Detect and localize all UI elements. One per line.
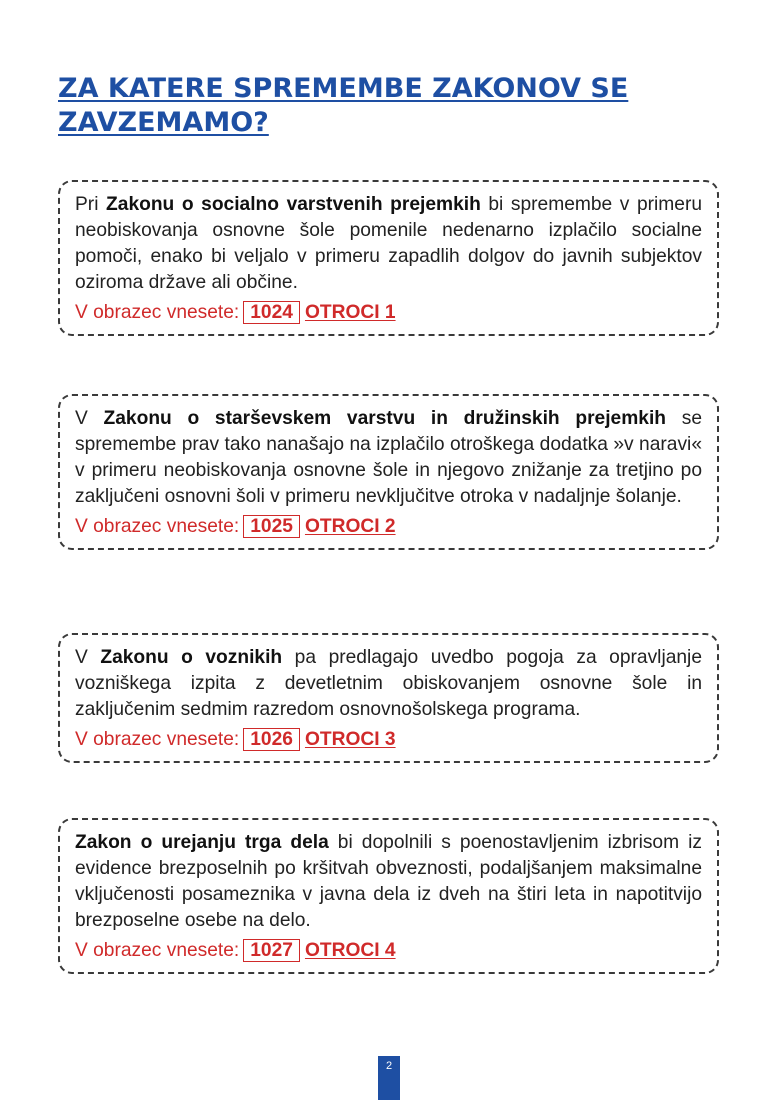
form-label: V obrazec vnesete: <box>75 516 240 537</box>
form-instruction <box>75 300 702 326</box>
card-text <box>75 645 702 723</box>
card-text <box>75 406 702 510</box>
page-title: ZA KATERE SPREMEMBE ZAKONOV SE ZAVZEMAMO? <box>58 73 629 138</box>
form-code-box: 1024 <box>243 301 300 324</box>
form-label: V obrazec vnesete: <box>75 729 240 750</box>
form-label: V obrazec vnesete: <box>75 940 240 961</box>
text-prefix: V <box>75 408 104 429</box>
form-keyword-link[interactable]: OTROCI 4 <box>304 940 396 961</box>
text-body: bi spremembe v primeru neobiskovanja osnovne šole pomenile nedenarno izplačilo socialne pomoči, enako bi veljalo v primeru zapadlih dolgov do javnih subjektov oziroma države ali občine. <box>75 194 703 293</box>
law-name: Zakonu o socialno varstvenih prejemkih <box>106 194 481 215</box>
form-code-box: 1026 <box>243 728 300 751</box>
text-body: se spremembe prav tako nanašajo na izplačilo otroškega dodatka »v naravi« v primeru neobiskovanja osnovne šole in njegovo znižanje za tretjino po zaključeni osnovni šoli v primeru nevključitve otroka v nadaljnje šolanje. <box>75 408 702 507</box>
text-body: bi dopolnili s poenostavljenim izbrisom iz evidence brezposelnih po kršitvah obveznosti, podaljšanjem maksimalne vključenosti posameznika v javna dela iz dveh na štiri leta in napotitvijo brezposelne osebe na delo. <box>75 832 702 931</box>
law-name: Zakonu o starševskem varstvu in družinskih prejemkih <box>103 408 666 429</box>
card-text <box>75 192 702 296</box>
card-text <box>75 830 702 934</box>
text-body: pa predlagajo uvedbo pogoja za opravljanje vozniškega izpita z devetletnim obiskovanjem osnovne šole in zaključenim sedmim razredom osnovnošolskega programa. <box>75 647 702 720</box>
form-keyword-link[interactable]: OTROCI 1 <box>304 302 396 323</box>
law-card-1 <box>58 180 719 336</box>
law-card-3 <box>58 633 719 763</box>
law-card-4 <box>58 818 719 974</box>
page-number: 2 <box>378 1056 400 1100</box>
form-instruction <box>75 514 702 540</box>
form-instruction <box>75 938 702 964</box>
form-code-box: 1025 <box>243 515 300 538</box>
form-code-box: 1027 <box>243 939 300 962</box>
form-instruction <box>75 727 702 753</box>
text-prefix: Pri <box>75 194 107 215</box>
form-keyword-link[interactable]: OTROCI 2 <box>304 516 396 537</box>
text-prefix: V <box>75 647 101 668</box>
law-card-2 <box>58 394 719 550</box>
form-label: V obrazec vnesete: <box>75 302 240 323</box>
law-name: Zakonu o voznikih <box>100 647 283 668</box>
law-name: Zakon o urejanju trga dela <box>75 832 329 853</box>
form-keyword-link[interactable]: OTROCI 3 <box>304 729 396 750</box>
